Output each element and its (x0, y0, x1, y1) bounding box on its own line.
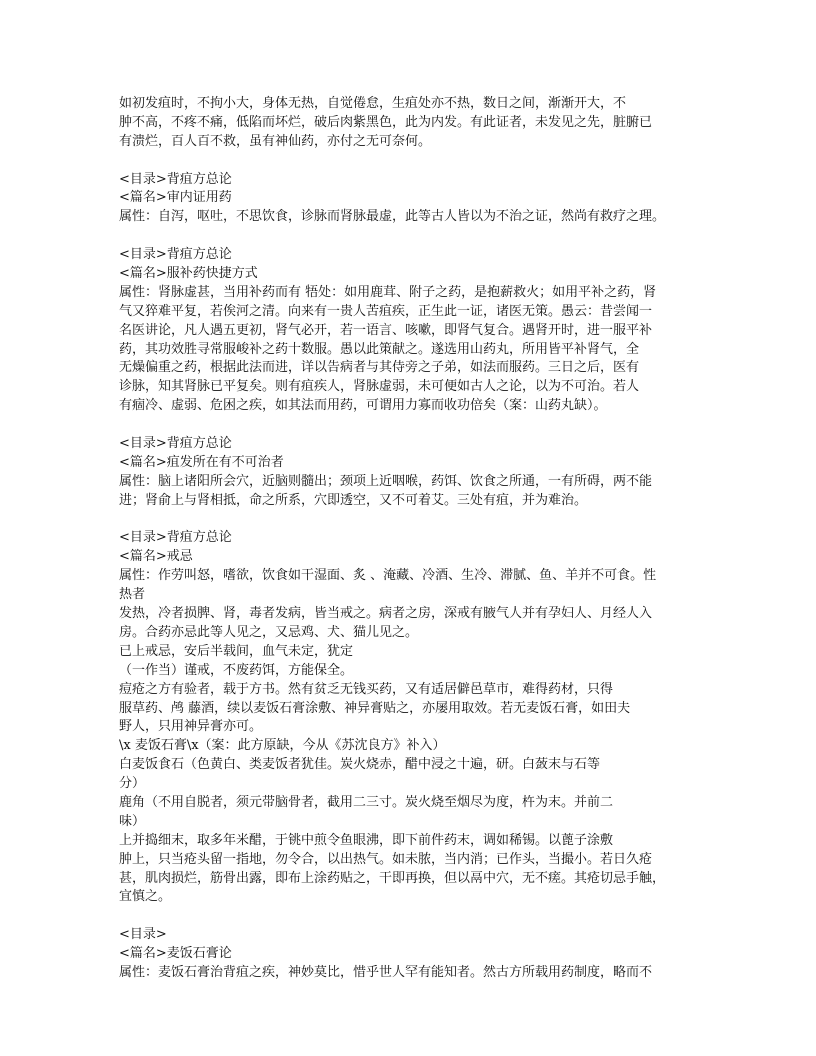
section-catalog: <目录>背疽方总论 (119, 436, 232, 452)
text-line: 热者 (119, 587, 146, 603)
text-line: \x 麦饭石膏\x（案：此方原缺，今从《苏沈良方》补入） (119, 738, 446, 754)
text-line: 属性：自泻，呕吐，不思饮食，诊脉而肾脉最虚，此等古人皆以为不治之证，然尚有救疗之理。 (119, 209, 666, 225)
section-title: <篇名>麦饭石膏论 (119, 946, 232, 962)
blank-line (119, 907, 709, 926)
text-line: 味） (119, 813, 146, 829)
text-line: 属性：作劳叫怒，嗜欲，饮食如干湿面、炙 、淹藏、冷酒、生冷、滞腻、鱼、羊并不可食。性 (119, 568, 657, 584)
text-line: 有溃烂，百人百不救，虽有神仙药，亦付之无可奈何。 (119, 133, 432, 149)
text-line: 宜慎之。 (119, 889, 172, 905)
text-line: 属性：脑上诸阳所会穴，近脑则髓出；颈项上近咽喉，药饵、饮食之所通，一有所碍，两不能 (119, 473, 653, 489)
section-mai-fan-shi-gao (119, 926, 709, 983)
text-line: 分） (119, 776, 146, 792)
intro-paragraph (119, 95, 709, 152)
text-line: 上并捣细末，取多年米醋，于铫中煎令鱼眼沸，即下前件药末，调如稀锡。以蓖子涂敷 (119, 832, 614, 848)
text-line: 有痼冷、虚弱、危困之疾，如其法而用药，可谓用力寡而收功倍矣（案：山药丸缺）。 (119, 398, 607, 414)
section-shen-nei-zheng (119, 171, 709, 228)
text-line: 属性：肾脉虚甚，当用补药而有 牾处：如用鹿茸、附子之药，是抱薪救火；如用平补之药，肾 (119, 284, 657, 300)
text-line: 气又猝难平复，若俟河之清。向来有一贵人苦疽疾，正生此一证，诸医无策。愚云：昔尝闻一 (119, 303, 653, 319)
section-title: <篇名>戒忌 (119, 549, 193, 565)
text-line: （一作当）谨戒，不废药饵，方能保全。 (119, 662, 354, 678)
text-line: 鹿角（不用自脱者，须元带脑骨者，截用二三寸。炭火烧至烟尽为度，杵为末。并前二 (119, 794, 614, 810)
blank-line (119, 152, 709, 171)
text-line: 肿上，只当疮头留一指地，勿令合，以出热气。如未脓，当内消；已作头，当撮小。若日久疮 (119, 851, 653, 867)
section-jie-ji (119, 529, 709, 907)
section-catalog: <目录>背疽方总论 (119, 171, 232, 187)
text-line: 房。合药亦忌此等人见之，又忌鸡、犬、猫儿见之。 (119, 624, 419, 640)
text-line: 痘疮之方有验者，载于方书。然有贫乏无钱买药，又有适居僻邑草市，难得药材，只得 (119, 681, 614, 697)
blank-line (119, 416, 709, 435)
text-line: 如初发疽时，不拘小大，身体无热，自觉倦怠，生疽处亦不热，数日之间，渐渐开大，不 (119, 96, 627, 111)
text-line: 甚，肌肉损烂，筋骨出露，即布上涂药贴之，干即再换，但以鬲中穴，无不瘥。其疮切忌手触， (119, 870, 666, 886)
text-line: 白麦饭食石（色黄白、类麦饭者犹佳。炭火烧赤，醋中浸之十遍，研。白蔹末与石等 (119, 757, 601, 773)
text-line: 无燥偏重之药，根据此法而进，详以告病者与其侍旁之子弟，如法而服药。三日之后，医有 (119, 360, 640, 376)
section-title: <篇名>服补药快捷方式 (119, 266, 258, 282)
text-line: 服草药、鸬 藤酒，续以麦饭石膏涂敷、神异膏贴之，亦屡用取效。若无麦饭石膏，如田夫 (119, 700, 631, 716)
section-catalog: <目录>背疽方总论 (119, 247, 232, 263)
text-line: 属性：麦饭石膏治背疽之疾，神妙莫比，惜乎世人罕有能知者。然古方所载用药制度，略而不 (119, 964, 653, 980)
section-catalog: <目录> (119, 927, 167, 943)
text-line: 药，其功效胜寻常服峻补之药十数服。愚以此策献之。遂选用山药丸，所用皆平补肾气，全 (119, 341, 640, 357)
text-line: 发热，冷者损脾、肾，毒者发病，皆当戒之。病者之房，深戒有腋气人并有孕妇人、月经人入 (119, 606, 653, 622)
section-title: <篇名>疽发所在有不可治者 (119, 454, 284, 470)
document-page (119, 95, 709, 983)
section-fu-bu-yao (119, 246, 709, 416)
text-line: 诊脉，知其肾脉已平复矣。则有疽疾人，肾脉虚弱，未可便如古人之论，以为不可治。若人 (119, 379, 640, 395)
text-line: 肿不高，不疼不痛，低陷而坏烂，破后肉紫黑色，此为内发。有此证者，未发见之先，脏腑已 (119, 114, 653, 130)
text-line: 进；肾俞上与肾相抵，命之所系，穴即透空，又不可着艾。三处有疽，并为难治。 (119, 492, 588, 508)
section-ju-fa-suo-zai (119, 435, 709, 511)
section-title: <篇名>审内证用药 (119, 190, 232, 206)
text-line: 野人，只用神异膏亦可。 (119, 719, 263, 735)
blank-line (119, 227, 709, 246)
text-line: 已上戒忌，安后半载间，血气未定，犹定 (119, 643, 354, 659)
text-line: 名医讲论，凡人遇五更初，肾气必开，若一语言、咳嗽，即肾气复合。遇肾开时，进一服平补 (119, 322, 653, 338)
blank-line (119, 511, 709, 530)
section-catalog: <目录>背疽方总论 (119, 530, 232, 546)
